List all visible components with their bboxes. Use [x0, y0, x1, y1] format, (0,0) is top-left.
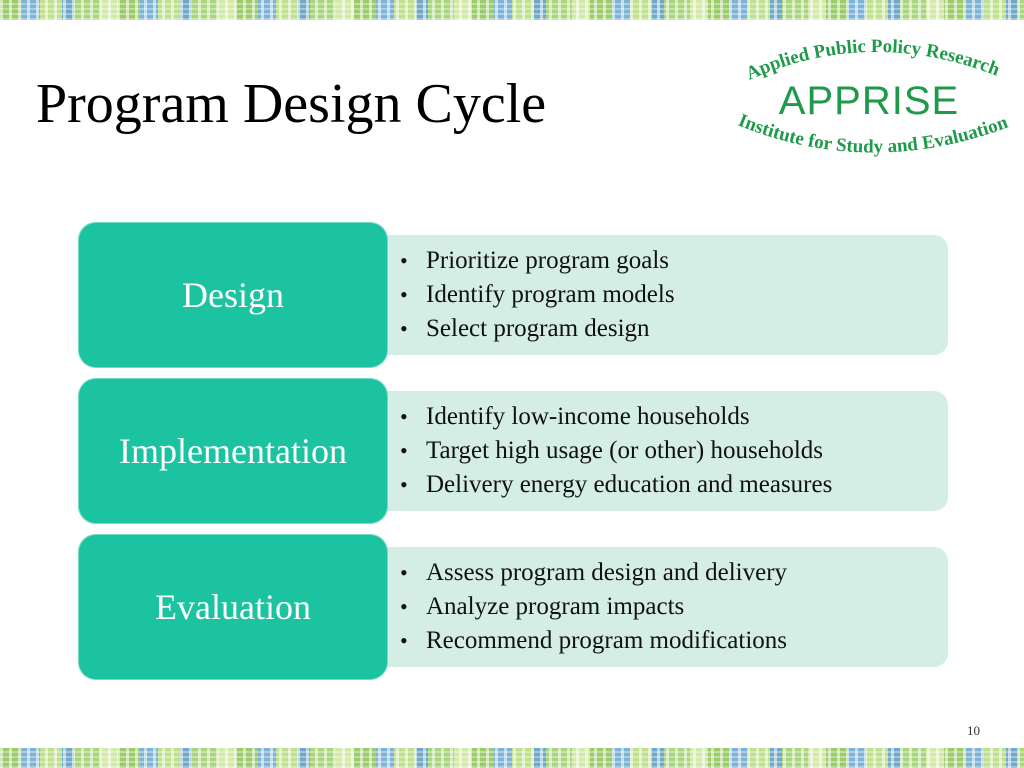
stage-implementation — [78, 378, 950, 524]
bullet-icon: • — [400, 594, 408, 619]
stage-label-box — [78, 378, 388, 524]
bullet-text: Delivery energy education and measures — [426, 471, 833, 498]
bullet-item — [396, 312, 675, 346]
bullet-text: Assess program design and delivery — [426, 559, 788, 586]
bullet-icon: • — [400, 248, 408, 273]
logo-top-text: Applied Public Policy Research — [742, 35, 1003, 85]
stage-label: Implementation — [119, 431, 347, 471]
slide-title: Program Design Cycle — [36, 73, 547, 135]
top-decorative-border — [0, 0, 1024, 20]
stage-label-box — [78, 534, 388, 680]
bullet-text: Identify program models — [426, 281, 675, 308]
bullet-icon: • — [400, 472, 408, 497]
bullet-icon: • — [400, 404, 408, 429]
bullet-text: Recommend program modifications — [426, 627, 788, 654]
bullet-icon: • — [400, 438, 408, 463]
svg-text:Applied Public Policy Research — [743, 36, 1003, 85]
bullet-text: Analyze program impacts — [426, 593, 685, 620]
logo-main-text: APPRISE — [778, 79, 960, 123]
bullet-text: Select program design — [426, 315, 650, 342]
bullet-item — [396, 624, 787, 658]
bullet-item — [396, 556, 787, 590]
stage-label: Evaluation — [155, 587, 311, 627]
stage-design — [78, 222, 950, 368]
bullet-text: Identify low-income households — [426, 403, 750, 430]
bullet-item — [396, 244, 675, 278]
bullet-text: Target high usage (or other) households — [426, 437, 823, 464]
bullet-icon: • — [400, 316, 408, 341]
bullet-list — [396, 400, 832, 502]
logo-bottom-text: Institute for Study and Evaluation — [735, 109, 1011, 158]
stage-label-box — [78, 222, 388, 368]
bullet-icon: • — [400, 560, 408, 585]
bullet-item — [396, 590, 787, 624]
bottom-decorative-border — [0, 748, 1024, 768]
apprise-logo — [726, 30, 1012, 180]
bullet-item — [396, 278, 675, 312]
bullet-list — [396, 556, 787, 658]
bullet-item — [396, 434, 832, 468]
bullet-text: Prioritize program goals — [426, 247, 669, 274]
bullet-item — [396, 468, 832, 502]
bullet-item — [396, 400, 832, 434]
stage-evaluation — [78, 534, 950, 680]
page-number: 10 — [967, 723, 980, 738]
bullet-icon: • — [400, 282, 408, 307]
bullet-list — [396, 244, 675, 346]
bullet-icon: • — [400, 628, 408, 653]
stage-label: Design — [182, 275, 284, 315]
